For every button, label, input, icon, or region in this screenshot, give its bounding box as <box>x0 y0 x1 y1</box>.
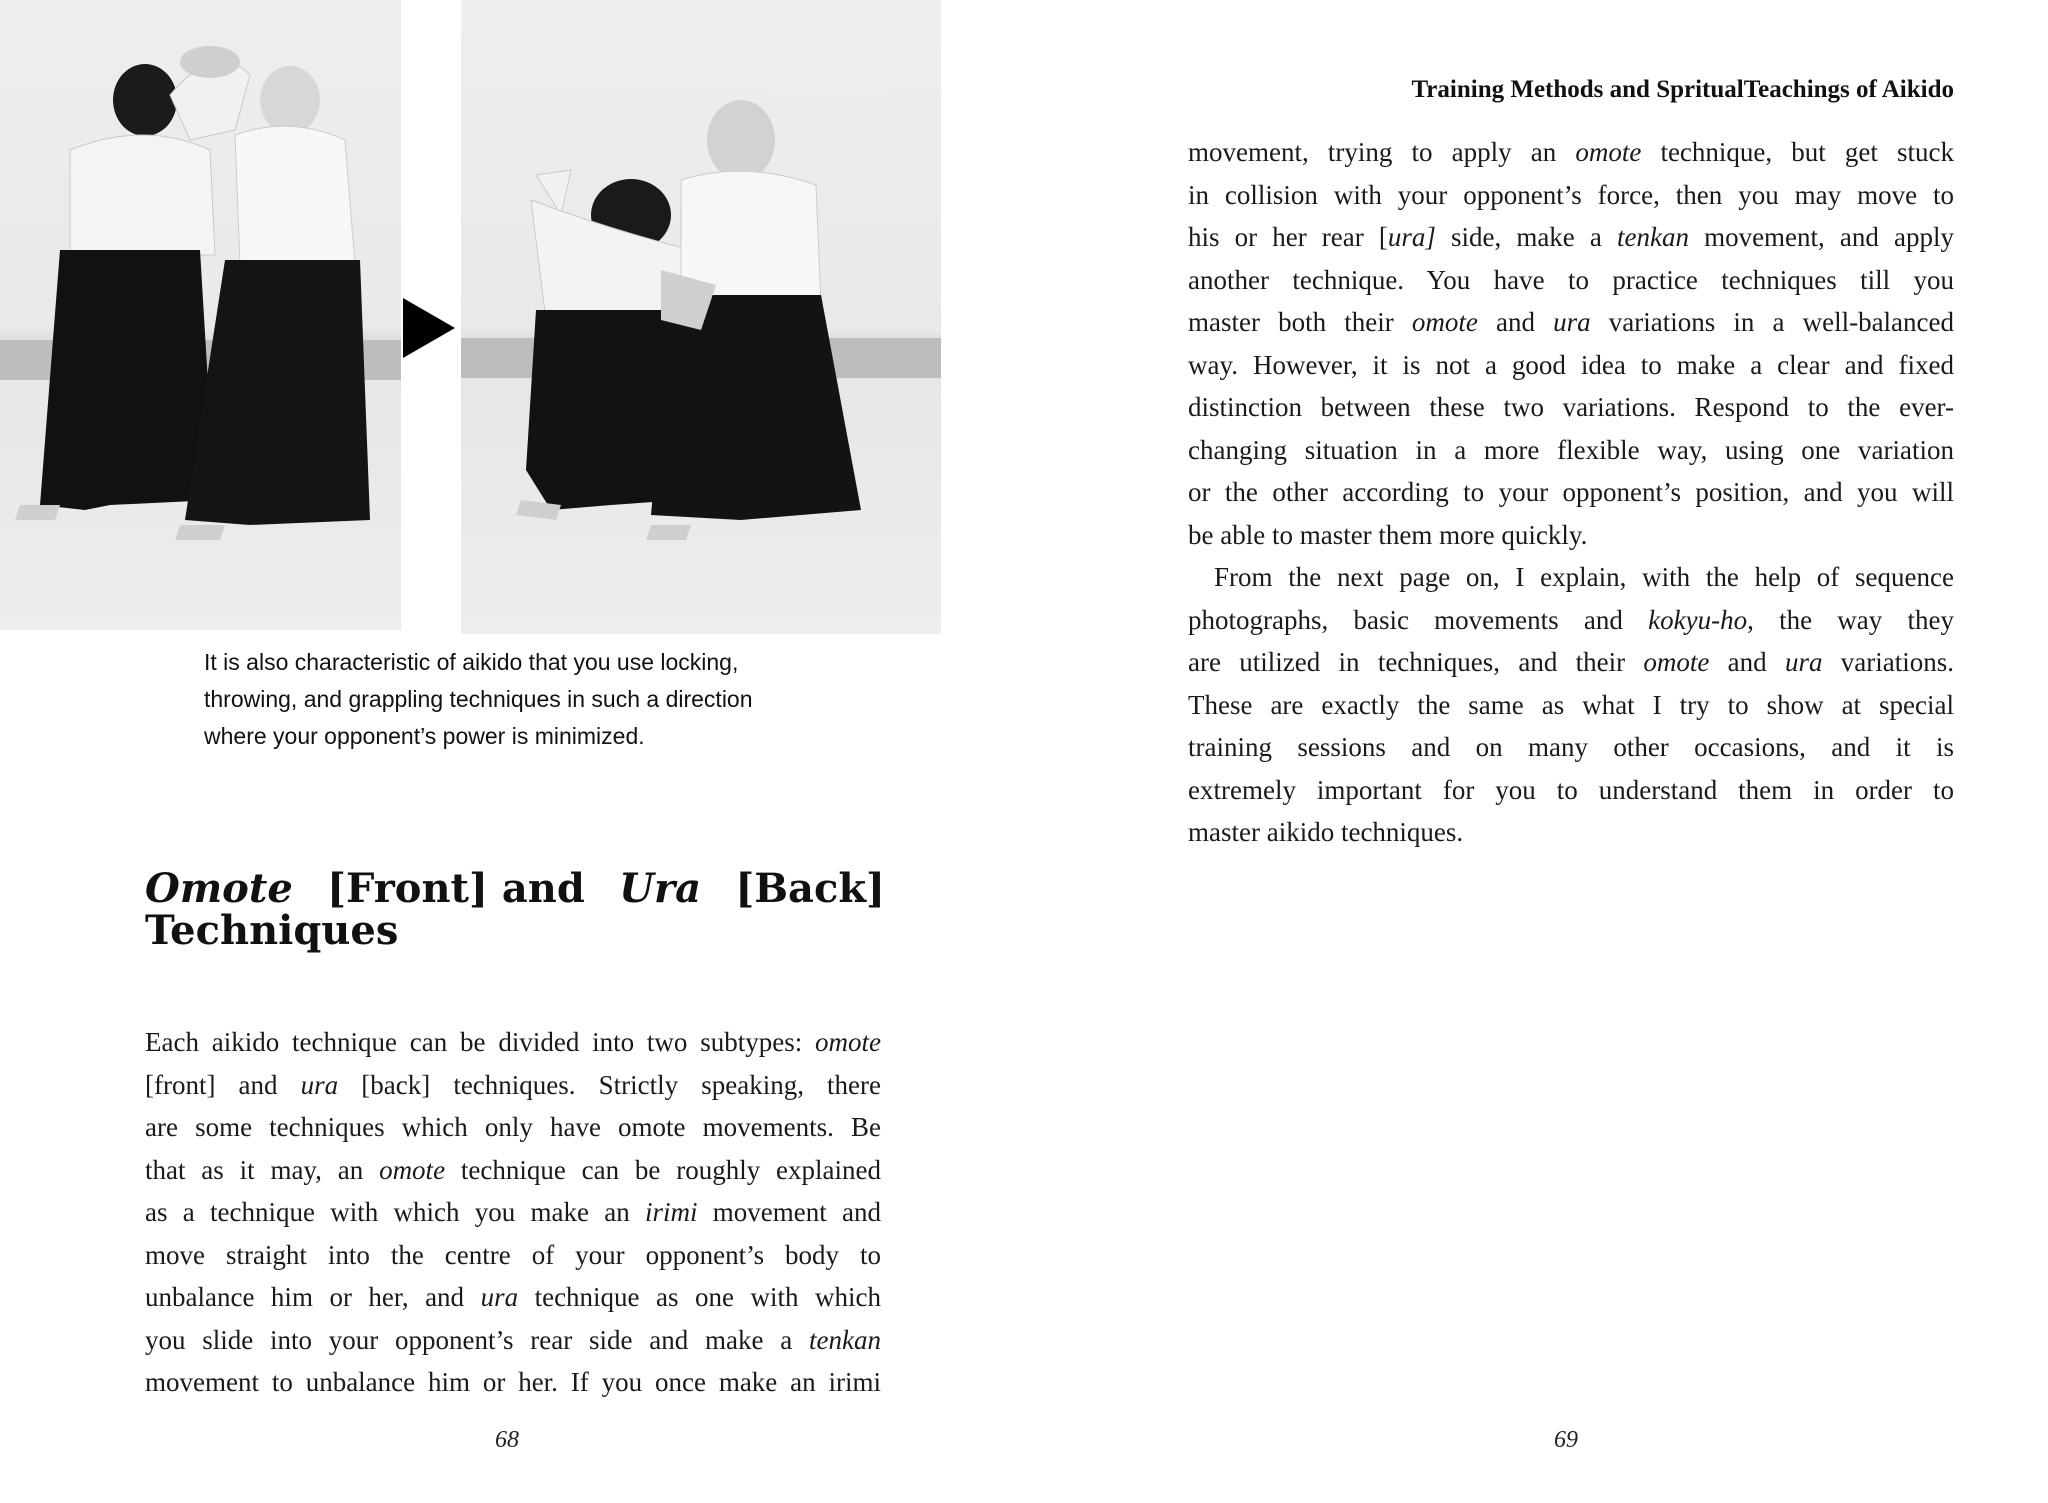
body-text-left <box>145 1021 881 1404</box>
text-line: unbalance him or her, and ura technique as one with which <box>145 1282 881 1312</box>
text-line: Each aikido technique can be divided into two subtypes: omote <box>145 1027 881 1057</box>
text-line: are some techniques which only have omote movements. Be <box>145 1112 881 1142</box>
text-line: These are exactly the same as what I try to show at special <box>1188 689 1954 720</box>
heading-back: [Back] <box>735 865 885 912</box>
text-line: you slide into your opponent’s rear side and make a tenkan <box>145 1324 881 1355</box>
heading-ura: Ura <box>619 865 702 912</box>
text-line: another technique. You have to practice techniques till you <box>1188 264 1954 295</box>
text-line: be able to master them more quickly. <box>1188 519 1588 550</box>
text-line: move straight into the centre of your opponent’s body to <box>145 1239 881 1270</box>
text-line: his or her rear [ura] side, make a tenkan movement, and apply <box>1188 222 1954 252</box>
right-page <box>1024 0 2048 1503</box>
sequence-arrow-icon <box>403 298 455 358</box>
text-line: master aikido techniques. <box>1188 817 1464 847</box>
caption-line: where your opponent’s power is minimized. <box>204 723 645 749</box>
page-number: 68 <box>495 1427 519 1453</box>
text-line: as a technique with which you make an irimi movement and <box>145 1197 881 1227</box>
text-line: training sessions and on many other occasions, and it is <box>1188 732 1954 762</box>
text-line: in collision with your opponent’s force, then you may move to <box>1188 179 1954 210</box>
text-line: movement to unbalance him or her. If you once make an irimi <box>145 1367 881 1397</box>
text-line: movement, trying to apply an omote technique, but get stuck <box>1188 137 1955 167</box>
heading-techniques: Techniques <box>145 907 399 954</box>
caption-line: throwing, and grappling techniques in such a direction <box>204 686 753 712</box>
text-line: are utilized in techniques, and their omote and ura variations. <box>1188 647 1954 677</box>
text-line: From the next page on, I explain, with the help of sequence <box>1214 562 1954 592</box>
text-line: that as it may, an omote technique can be roughly explained <box>145 1154 882 1185</box>
aikido-photo-1 <box>0 0 401 630</box>
aikido-photo-2 <box>461 0 941 634</box>
section-heading <box>145 865 885 954</box>
text-line: photographs, basic movements and kokyu-ho, the way they <box>1188 604 1954 635</box>
text-line: master both their omote and ura variations in a well-balanced <box>1188 307 1955 337</box>
text-line: or the other according to your opponent’s position, and you will <box>1188 477 1954 507</box>
text-line: extremely important for you to understand them in order to <box>1188 774 1954 805</box>
caption-line: It is also characteristic of aikido that you use locking, <box>204 649 739 675</box>
text-line: distinction between these two variations. Respond to the ever- <box>1188 392 1954 422</box>
running-head: Training Methods and SpritualTeachings of Aikido <box>1411 76 1954 103</box>
heading-omote: Omote <box>145 865 293 912</box>
text-line: changing situation in a more flexible way, using one variation <box>1188 434 1954 465</box>
body-text-right <box>1188 131 1954 854</box>
photo-caption <box>204 644 844 755</box>
page-number: 69 <box>1554 1427 1578 1453</box>
text-line: [front] and ura [back] techniques. Strictly speaking, there <box>145 1069 881 1100</box>
text-line: way. However, it is not a good idea to make a clear and fixed <box>1188 349 1954 380</box>
heading-front: [Front] and <box>327 865 585 912</box>
